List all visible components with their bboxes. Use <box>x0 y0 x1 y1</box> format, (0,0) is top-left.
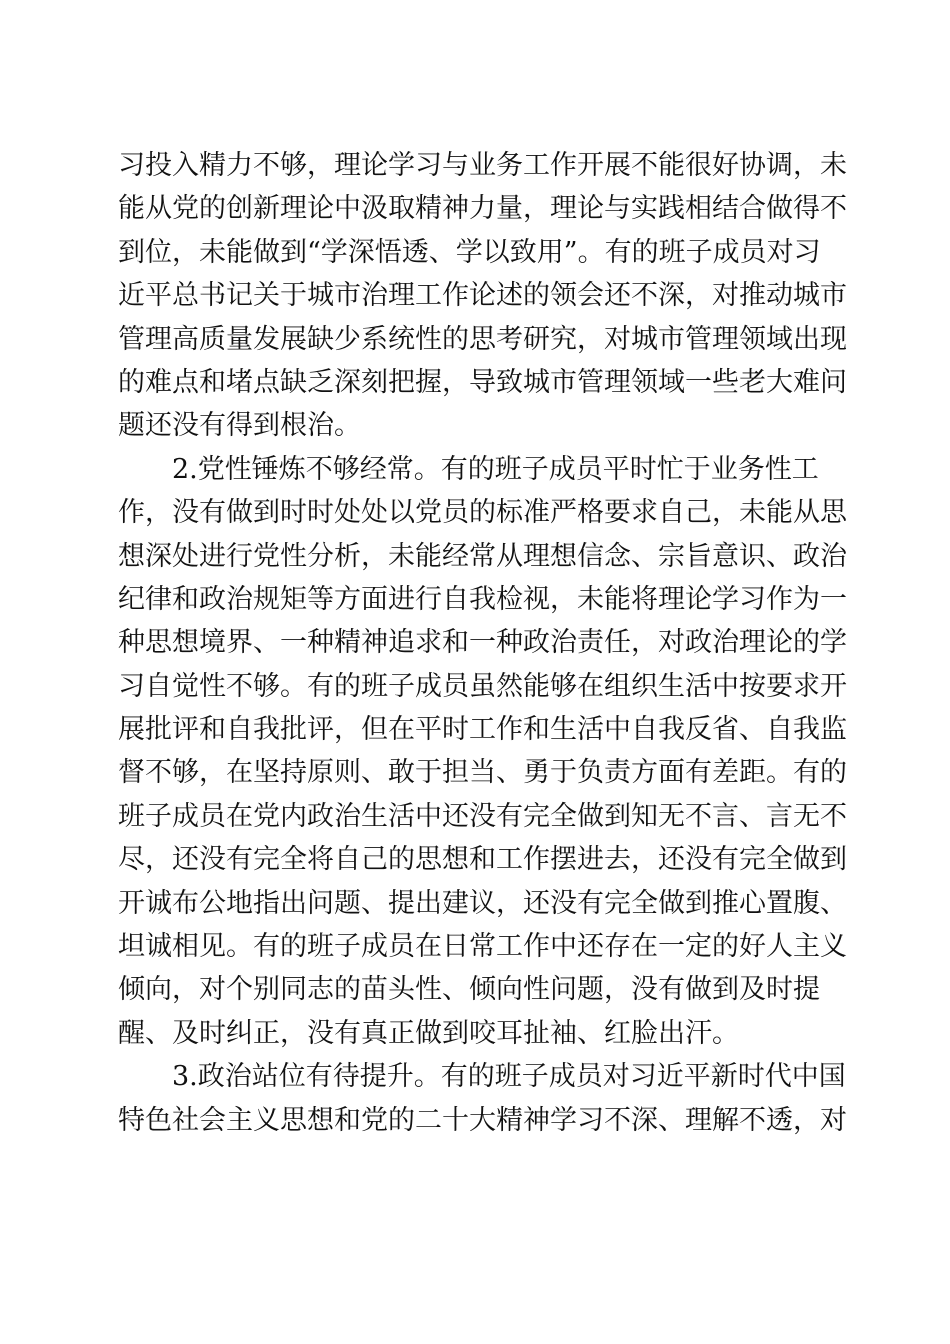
text-line: 尽，还没有完全将自己的思想和工作摆进去，还没有完全做到 <box>118 844 847 876</box>
text-line: 开诚布公地指出问题、提出建议，还没有完全做到推心置腹、 <box>118 887 847 919</box>
text-line: 作，没有做到时时处处以党员的标准严格要求自己，未能从思 <box>118 497 847 529</box>
text-line: 特色社会主义思想和党的二十大精神学习不深、理解不透，对 <box>118 1104 847 1136</box>
text-line: 能从党的创新理论中汲取精神力量，理论与实践相结合做得不 <box>118 193 847 225</box>
text-line: 醒、及时纠正，没有真正做到咬耳扯袖、红脸出汗。 <box>118 1017 739 1049</box>
text-line: 种思想境界、一种精神追求和一种政治责任，对政治理论的学 <box>118 627 847 659</box>
text-line: 督不够，在坚持原则、敢于担当、勇于负责方面有差距。有的 <box>118 757 847 789</box>
text-line: 习自觉性不够。有的班子成员虽然能够在组织生活中按要求开 <box>118 670 847 702</box>
text-line: 2.党性锤炼不够经常。有的班子成员平时忙于业务性工 <box>172 453 819 485</box>
text-line: 习投入精力不够，理论学习与业务工作开展不能很好协调，未 <box>118 150 847 181</box>
text-line: 3.政治站位有待提升。有的班子成员对习近平新时代中国 <box>172 1061 846 1093</box>
text-line: 纪律和政治规矩等方面进行自我检视，未能将理论学习作为一 <box>118 583 847 615</box>
text-line: 近平总书记关于城市治理工作论述的领会还不深，对推动城市 <box>118 280 847 312</box>
text-line: 想深处进行党性分析，未能经常从理想信念、宗旨意识、政治 <box>118 540 847 572</box>
text-line: 的难点和堵点缺乏深刻把握，导致城市管理领域一些老大难问 <box>118 366 847 398</box>
text-line: 坦诚相见。有的班子成员在日常工作中还存在一定的好人主义 <box>118 931 847 963</box>
text-line: 题还没有得到根治。 <box>118 410 361 442</box>
text-line: 管理高质量发展缺少系统性的思考研究，对城市管理领域出现 <box>118 323 847 355</box>
text-line: 展批评和自我批评，但在平时工作和生活中自我反省、自我监 <box>118 714 847 746</box>
text-line: 到位，未能做到“学深悟透、学以致用”。有的班子成员对习 <box>118 236 821 268</box>
text-line: 班子成员在党内政治生活中还没有完全做到知无不言、言无不 <box>118 800 847 832</box>
text-line: 倾向，对个别同志的苗头性、倾向性问题，没有做到及时提 <box>118 974 820 1006</box>
document-body <box>118 144 847 1142</box>
